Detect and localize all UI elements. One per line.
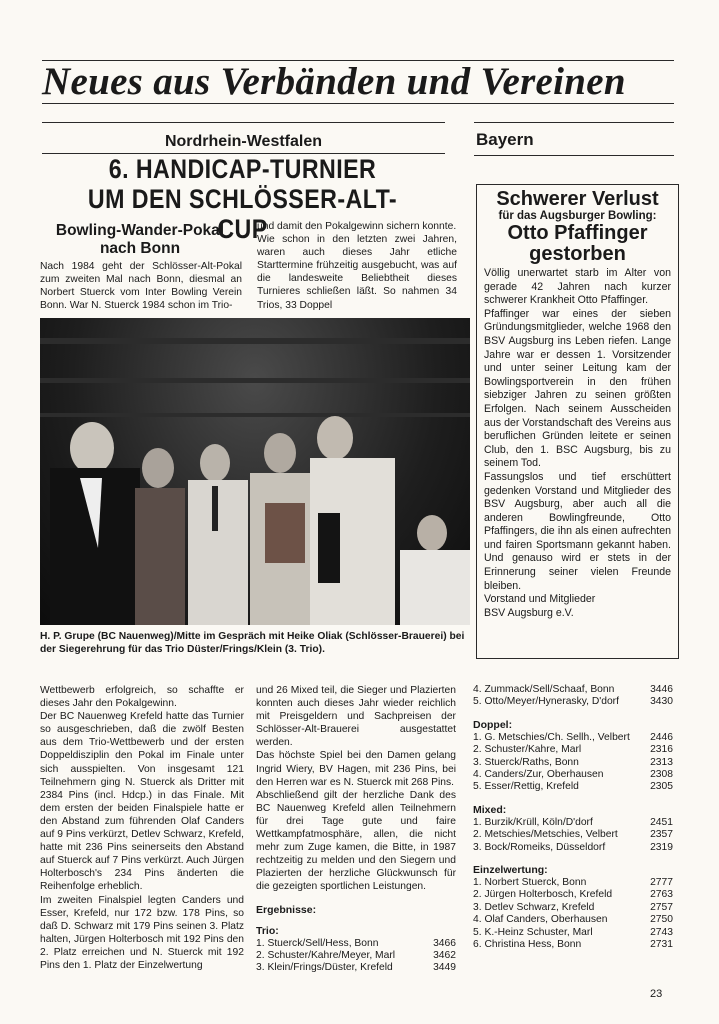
- result-name: 2. Schuster/Kahre, Marl: [473, 744, 582, 756]
- result-score: 2743: [650, 926, 673, 938]
- paragraph: Im zweiten Finalspiel legten Canders und Esser, Krefeld, nur 172 bzw. 178 Pins, so daß D. Schwarz mit 179 Pins seinen 3. Platz halten, Jürgen Holterbosch mit 192 Pins den 2. Platz erreichen und N. Stuerck mit 192 Pins den 1. Platz der Einzelwertung: [40, 894, 244, 971]
- result-row: [473, 877, 673, 889]
- paragraph: Völlig unerwartet starb im Alter von gerade 42 Jahren nach kurzer schwerer Krankheit Otto Pfaffinger.: [484, 267, 671, 307]
- result-row: [473, 829, 673, 841]
- result-name: 3. Detlev Schwarz, Krefeld: [473, 901, 595, 913]
- result-score: 2446: [650, 731, 673, 743]
- result-row: [473, 732, 673, 744]
- result-name: 5. Otto/Meyer/Hynerasky, D'dorf: [473, 696, 619, 708]
- obituary-title: Schwerer Verlust: [496, 188, 659, 210]
- result-score: 2319: [650, 841, 673, 853]
- result-row: [256, 950, 456, 962]
- paragraph: Der BC Nauenweg Krefeld hatte das Turnier so ausgeschrieben, daß die zwölf Besten aus dem Trio-Wettbewerb und der ersten Doppeldisziplin den Pokal im Finale unter sich ausspielten. Von insgesamt 121 Teilnehmern ging N. Stuerck als Dritter mit 2384 Pins (incl. Hdcp.) in das Finale. Mit dem ersten der beiden Finalspiele hatte er den Abstand zum führenden Olaf Canders auf 9 Pins verkürzt, Detlev Schwarz, Krefeld, hatte mit 236 Pins seinerseits den Abstand auf Stuerck auf 7 Pins verkürzt. Auch Jürgen Holterbosch's 234 Pins änderten die Reihenfolge erheblich.: [40, 711, 244, 893]
- trio-results-list: [256, 938, 456, 975]
- result-name: 2. Metschies/Metschies, Velbert: [473, 829, 618, 841]
- result-row: [473, 902, 673, 914]
- result-row: [473, 684, 673, 696]
- result-name: 5. K.-Heinz Schuster, Marl: [473, 926, 593, 938]
- photo-illustration: [40, 318, 470, 625]
- masthead: Neues aus Verbänden und Vereinen: [42, 60, 626, 103]
- result-row: [473, 769, 673, 781]
- result-score: 2313: [650, 756, 673, 768]
- headline-line: 6. HANDICAP-TURNIER: [108, 154, 377, 184]
- result-score: 2750: [650, 914, 673, 926]
- obituary-headline: Otto Pfaffinger gestorben: [507, 222, 648, 265]
- trio-title: Trio:: [256, 924, 279, 937]
- paragraph: Wie schon in den letzten zwei Jahren, waren auch dieses Jahr etliche Starttermine frühzeitig ausgebucht, was auf die landesweite Beliebtheit dieses Turnieres schließen läßt. So nahmen 34 Trios, 33 Doppel: [257, 234, 457, 311]
- obituary-box: [476, 184, 679, 659]
- result-name: 3. Stuerck/Raths, Bonn: [473, 756, 579, 768]
- result-score: 2757: [650, 901, 673, 913]
- result-row: [473, 914, 673, 926]
- result-name: 2. Schuster/Kahre/Meyer, Marl: [256, 949, 396, 961]
- result-row: [473, 817, 673, 829]
- result-name: 1. Stuerck/Sell/Hess, Bonn: [256, 937, 379, 949]
- headline-line: UM DEN SCHLÖSSER-ALT-CUP: [87, 184, 398, 244]
- result-score: 2731: [650, 939, 673, 951]
- results-title: Ergebnisse:: [256, 903, 317, 916]
- result-score: 3466: [433, 937, 456, 949]
- paragraph: Wettbewerb erfolgreich, so schaffte er dieses Jahr den Pokalgewinn.: [40, 685, 244, 710]
- result-name: 4. Canders/Zur, Oberhausen: [473, 769, 604, 781]
- result-row: [473, 939, 673, 951]
- result-row: [256, 938, 456, 950]
- result-row: [473, 744, 673, 756]
- result-score: 3446: [650, 684, 673, 695]
- result-row: [473, 781, 673, 793]
- result-name: 1. Norbert Stuerck, Bonn: [473, 877, 587, 889]
- result-score: 2305: [650, 781, 673, 793]
- results-column: [473, 684, 673, 952]
- signature: BSV Augsburg e.V.: [484, 606, 574, 619]
- doppel-results-list: [473, 732, 673, 794]
- result-name: 1. G. Metschies/Ch. Sellh., Velbert: [473, 731, 630, 743]
- masthead-rule: [42, 103, 674, 104]
- section-label-nrw: Nordrhein-Westfalen: [164, 133, 323, 150]
- doppel-title: Doppel:: [473, 718, 513, 731]
- result-score: 2357: [650, 829, 673, 841]
- result-name: 3. Bock/Romeiks, Düsseldorf: [473, 841, 606, 853]
- ceiling-beams: [40, 338, 470, 417]
- result-score: 2777: [650, 877, 673, 889]
- article-subhead: Bowling-Wander-Pokal nach Bonn: [55, 222, 225, 257]
- result-row: [473, 927, 673, 939]
- result-score: 3430: [650, 696, 673, 708]
- result-row: [256, 962, 456, 974]
- result-score: 3462: [433, 949, 456, 961]
- result-score: 3449: [433, 962, 456, 974]
- mixed-results-list: [473, 817, 673, 854]
- section-rule: [474, 155, 674, 156]
- paragraph: Abschließend gilt der herzliche Dank des BC Nauenweg Krefeld allen Teilnehmern für drei Tage gute und faire Wettkampfatmosphäre, allen, die nicht mehr zum Zuge kamen, die Bitte, in 1987 rechtzeitig zu melden und den Siegern und Plazierten der herzliche Glückwunsch für die gezeigten sportlichen Leistungen.: [256, 789, 456, 893]
- paragraph: und 26 Mixed teil, die Sieger und Plazierten konnten auch dieses Jahr wieder reichlich mit Preisgeldern und Sachpreisen der Schlösser-Alt-Brauerei ausgestattet werden.: [256, 685, 456, 749]
- result-name: 4. Zummack/Sell/Schaaf, Bonn: [473, 684, 615, 695]
- paragraph: Pfaffinger war eines der sieben Gründungsmitglieder, welche 1968 den BSV Augsburg ins Leben riefen. Lange Jahre war er dessen 1. Vorsitzender und unter seiner Leitung kam der Bowlingsportverein in den frühen siebziger Jahren zu seinen größten Erfolgen. Nach seinem Ausscheiden aus der Vorstandschaft des Vereins aus beruflichen Gründen leitete er seinen Club, den 1. BSC Augsburg, bis zu seinem Tod.: [484, 307, 671, 470]
- result-name: 1. Burzik/Krüll, Köln/D'dorf: [473, 816, 593, 828]
- result-row: [473, 696, 673, 708]
- result-row: [473, 889, 673, 901]
- result-name: 5. Esser/Rettig, Krefeld: [473, 781, 579, 793]
- result-score: 2451: [650, 816, 673, 828]
- article-text-col2: [256, 684, 456, 975]
- trio-results-list-cont: [473, 684, 673, 709]
- mixed-title: Mixed:: [473, 803, 507, 816]
- paragraph: und damit den Pokalgewinn sichern konnte.: [257, 221, 457, 232]
- einzel-results-list: [473, 877, 673, 951]
- result-score: 2763: [650, 889, 673, 901]
- people: [50, 416, 470, 625]
- result-score: 2316: [650, 744, 673, 756]
- paragraph: Das höchste Spiel bei den Damen gelang Ingrid Wiery, BV Hagen, mit 236 Pins, bei den Herren war es N. Stuerck mit 268 Pins.: [256, 750, 456, 788]
- result-row: [473, 757, 673, 769]
- result-name: 6. Christina Hess, Bonn: [473, 939, 582, 951]
- page-number: 23: [650, 988, 663, 1000]
- einzel-title: Einzelwertung:: [473, 864, 548, 877]
- award-ceremony-photo: [40, 318, 470, 625]
- obituary-subtitle: für das Augsburger Bowling:: [498, 210, 657, 222]
- result-score: 2308: [650, 769, 673, 781]
- article-text-col1-top: Nach 1984 geht der Schlösser-Alt-Pokal zum zweiten Mal nach Bonn, diesmal an Norbert Stuerck vom Inter Bowling Verein Bonn. War N. Stuerck 1984 schon im Trio-: [40, 261, 242, 312]
- article-text-col1: [40, 684, 244, 972]
- signature: Vorstand und Mitglieder: [484, 593, 596, 606]
- section-label-bayern: Bayern: [476, 130, 534, 149]
- result-name: 4. Olaf Canders, Oberhausen: [473, 914, 608, 926]
- paragraph: Fassungslos und tief erschüttert gedenken Vorstand und Mitglieder des BSV Augsburg, aber auch all die anderen Bowlingfreunde, Otto Pfaffingers, die ihn als einen aufrechten und fairen Sportsmann gekannt haben. Und genauso wird er stets in der Erinnerung seiner vielen Freunde bleiben.: [484, 470, 671, 592]
- section-rule: [474, 122, 674, 123]
- section-rule: [42, 122, 445, 123]
- result-name: 2. Jürgen Holterbosch, Krefeld: [473, 889, 613, 901]
- result-row: [473, 842, 673, 854]
- photo-caption: H. P. Grupe (BC Nauenweg)/Mitte im Gespräch mit Heike Oliak (Schlösser-Brauerei) bei der Siegerehrung für das Trio Düster/Frings/Klein (3. Trio).: [40, 631, 465, 655]
- result-name: 3. Klein/Frings/Düster, Krefeld: [256, 962, 393, 974]
- article-text-col2-top: [257, 220, 457, 312]
